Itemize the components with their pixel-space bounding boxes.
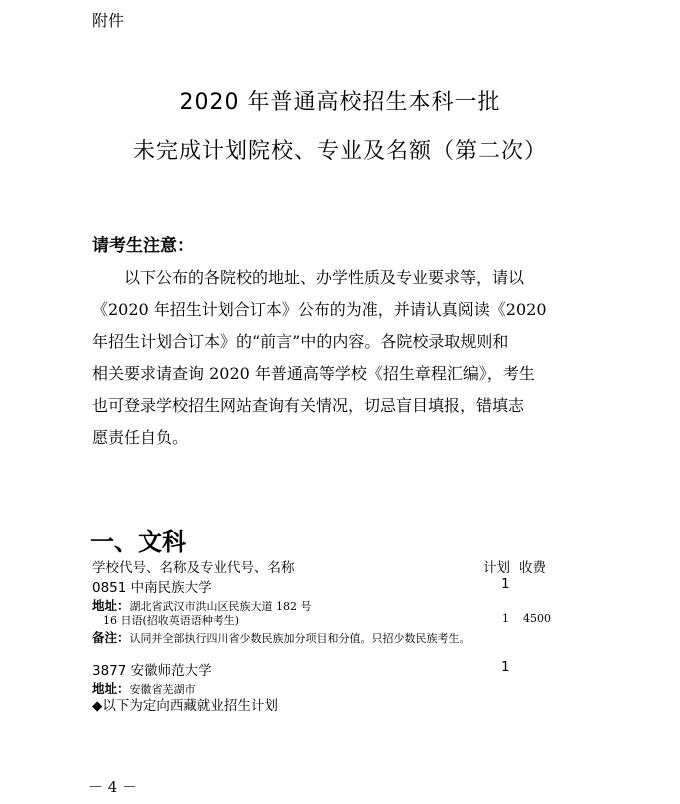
- document-title-line-2: 未完成计划院校、专业及名额（第二次）: [132, 139, 547, 164]
- notice-heading: 请考生注意：: [92, 236, 194, 256]
- notice-line: 以下公布的各院校的地址、办学性质及专业要求等，请以: [124, 268, 525, 287]
- notice-paragraph: [92, 262, 612, 454]
- document-title-line-1: 2020 年普通高校招生本科一批: [179, 90, 501, 115]
- school-code-name: 3877 安徽师范大学: [92, 663, 212, 679]
- column-header-fee: 收费: [519, 560, 546, 576]
- major-plan: 1: [502, 612, 509, 625]
- school-plan: 1: [501, 659, 510, 675]
- address-value: 湖北省武汉市洪山区民族大道 182 号: [129, 600, 312, 613]
- major-name: 16 日语(招收英语语种考生): [103, 614, 240, 627]
- notice-line: 《2020 年招生计划合订本》公布的为准，并请认真阅读《2020: [92, 300, 547, 319]
- special-plan-notice: ◆以下为定向西藏就业招生计划: [92, 698, 278, 714]
- address-value: 安徽省芜湖市: [129, 683, 196, 696]
- column-header-school: 学校代号、名称及专业代号、名称: [92, 560, 295, 576]
- address-label: 地址：: [92, 598, 130, 613]
- notice-line: 年招生计划合订本》的“前言”中的内容。各院校录取规则和: [92, 332, 509, 351]
- note-value: 认同并全部执行四川省少数民族加分项目和分值。只招少数民族考生。: [129, 632, 471, 645]
- school-note: [92, 627, 471, 646]
- page-number: － 4 －: [88, 778, 138, 796]
- school-code-name: 0851 中南民族大学: [92, 580, 212, 596]
- column-header-plan: 计划: [483, 560, 510, 576]
- major-fee: 4500: [523, 612, 551, 625]
- address-label: 地址：: [92, 681, 130, 696]
- notice-line: 也可登录学校招生网站查询有关情况，切忌盲目填报，错填志: [92, 396, 525, 415]
- attachment-label: 附件: [92, 11, 125, 30]
- school-plan: 1: [501, 576, 510, 592]
- notice-line: 相关要求请查询 2020 年普通高等学校《招生章程汇编》，考生: [92, 364, 535, 383]
- section-title: 一、文科: [90, 528, 186, 556]
- notice-line: 愿责任自负。: [92, 428, 189, 447]
- note-label: 备注：: [92, 630, 130, 645]
